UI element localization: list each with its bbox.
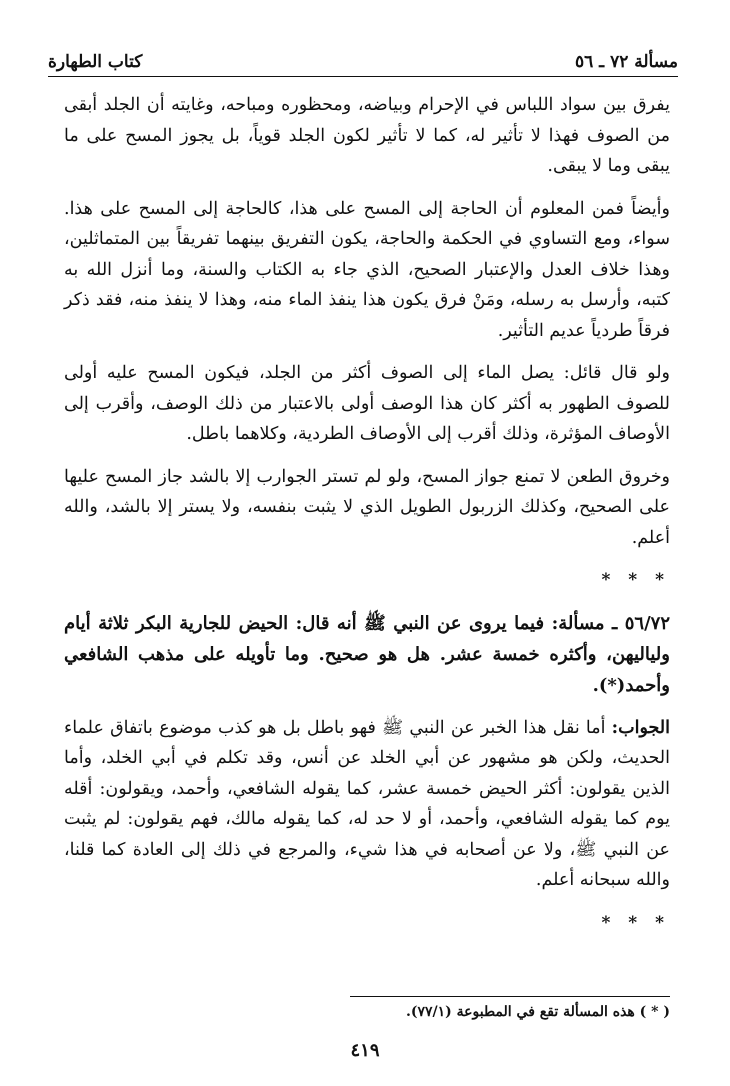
answer-paragraph [64,713,670,896]
paragraph-2: وأيضاً فمن المعلوم أن الحاجة إلى المسح على هذا، كالحاجة إلى المسح على هذا. سواء، ومع التساوي في الحكمة والحاجة، يكون التفريق بينهما تفريقاً بين المتماثلين، وهذا خلاف العدل والإعتبار الصحيح، الذي جاء به الكتاب والسنة، وما أنزل الله به كتبه، وأرسل به رسله، ومَنْ فرق يكون هذا ينفذ الماء منه، وهذا لا ينفذ منه، فقد ذكر فرقاً طردياً عديم التأثير. [64,198,670,341]
page-number: ٤١٩ [350,1040,380,1061]
paragraph-4: وخروق الطعن لا تمنع جواز المسح، ولو لم تستر الجوارب إلا بالشد جاز المسح عليها على الصحيح، وكذلك الزربول الطويل الذي لا يثبت بنفسه، ولا يستر إلا بالشد، والله أعلم. [64,466,670,548]
book-title: كتاب الطهارة [48,52,143,72]
answer-label: الجواب: [611,717,670,738]
issue-number: مسألة ٧٢ ـ ٥٦ [574,52,678,72]
question-paragraph [64,608,670,701]
running-header [48,38,678,77]
question-label: مسألة: [551,612,605,634]
main-text [64,90,670,950]
question-number: ٥٦/٧٢ ـ [612,612,670,634]
footnote: ( * ) هذه المسألة تقع في المطبوعة (٧٧/١). [405,1004,670,1020]
section-separator: * * * [601,570,670,590]
footnote-divider [350,996,670,997]
question-text: فيما يروى عن النبي ﷺ أنه قال: الحيض للجارية البكر ثلاثة أيام ولياليهن، وأكثره خمسة عشر. هل هو صحيح. وما تأويله على مذهب الشافعي وأحمد(*). [64,612,670,696]
end-separator: * * * [601,912,670,933]
paragraph-3: ولو قال قائل: يصل الماء إلى الصوف أكثر من الجلد، فيكون المسح عليه أولى للصوف الطهور به أكثر كان هذا الوصف أولى بالاعتبار من ذلك الوصف، وأقرب إلى الأوصاف المؤثرة، وذلك أقرب إلى الأوصاف الطردية، وكلاهما باطل. [64,363,670,444]
paragraph-1: يفرق بين سواد اللباس في الإحرام وبياضه، ومحظوره ومباحه، وغايته أن الجلد أبقى من الصوف فهذا لا تأثير له، كما لا تأثير لكون الجلد قوياً، بل يجوز المسح على ما يبقى وما لا يبقى. [64,95,670,176]
answer-text: أما نقل هذا الخبر عن النبي ﷺ فهو باطل بل هو كذب موضوع باتفاق علماء الحديث، ولكن هو مشهور عن أبي الخلد عن أنس، وقد تكلم في أبي الخلد، وأما الذين يقولون: أكثر الحيض خمسة عشر، كما يقوله الشافعي، وأحمد، ويقولون: أقله يوم كما يقوله الشافعي، وأحمد، أو لا حد له، كما يقوله مالك، فهم يقولون: لم يثبت عن النبي ﷺ، ولا عن أصحابه في هذا شيء، والمرجع في ذلك إلى العادة كما قلنا، والله سبحانه أعلم. [64,717,670,890]
